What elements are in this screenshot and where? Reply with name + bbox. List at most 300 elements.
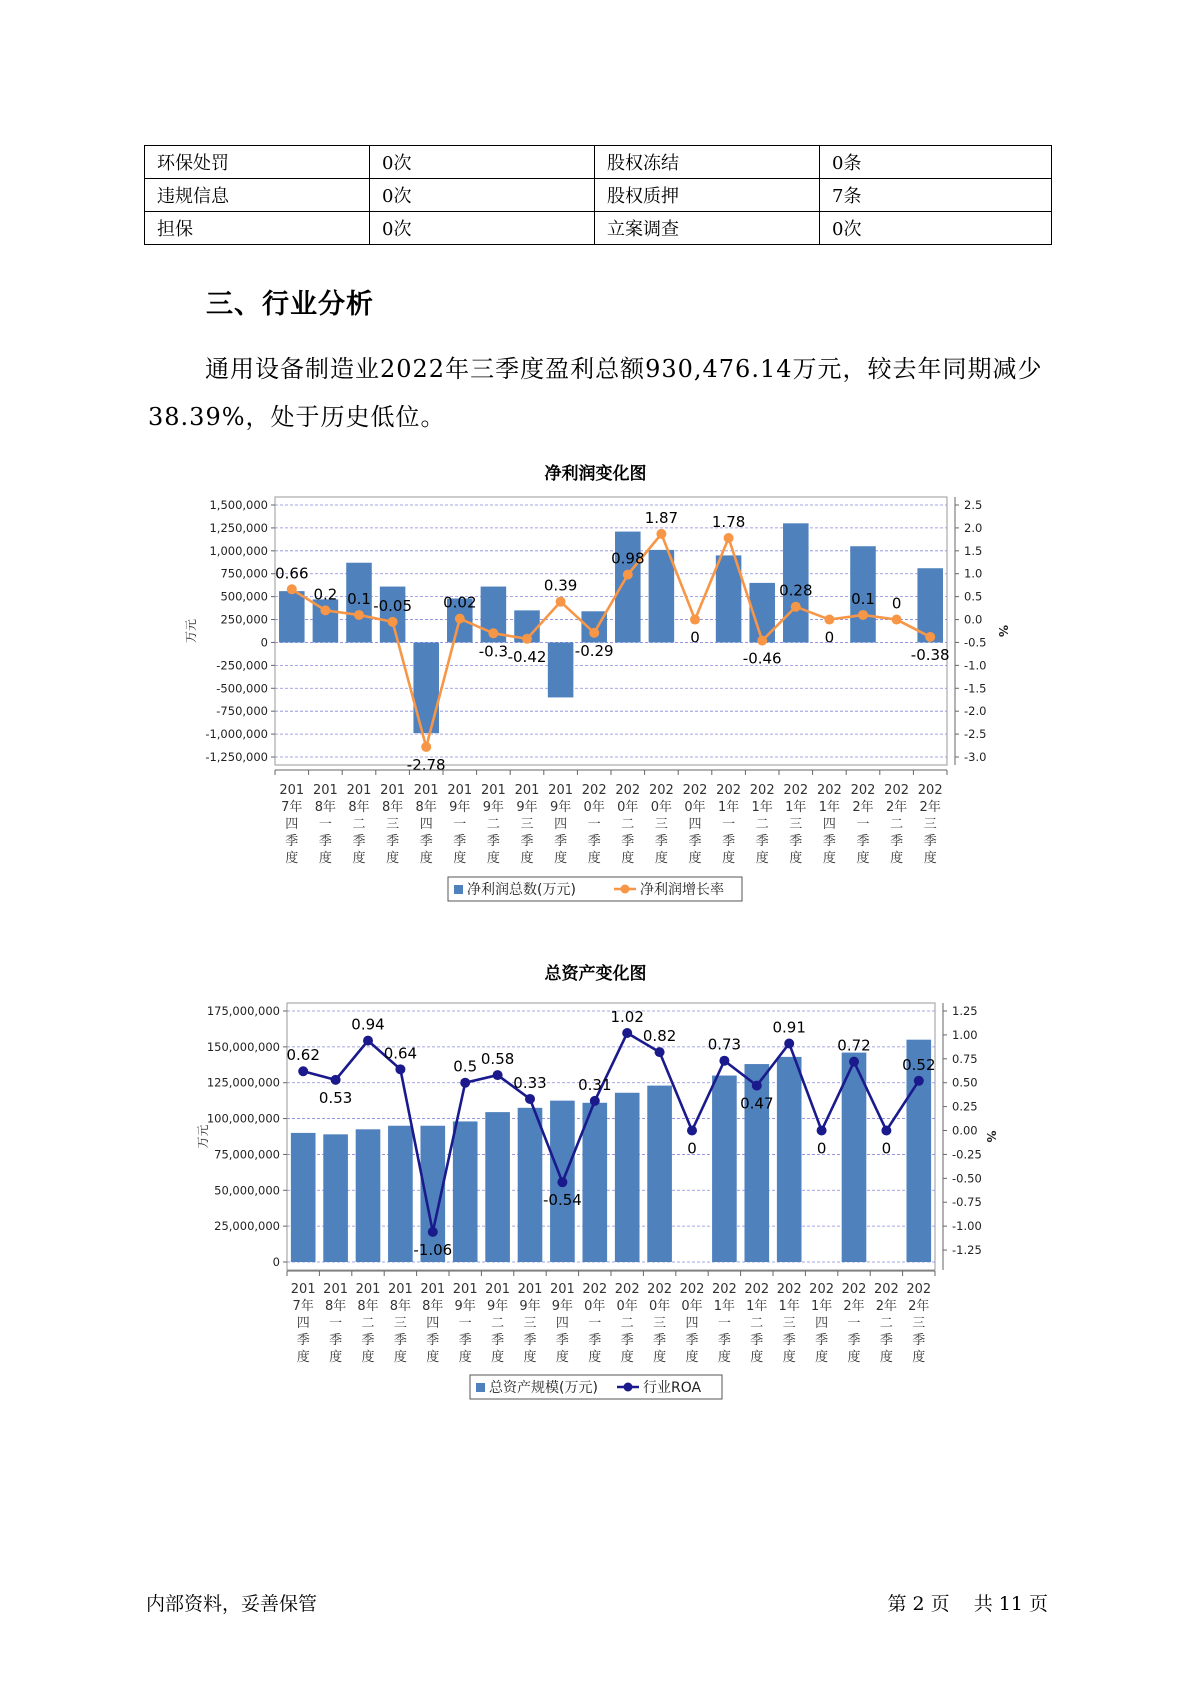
y2-tick-label: -1.25 xyxy=(952,1243,982,1258)
x-tick-label: 202 xyxy=(841,1282,867,1297)
x-tick-label: 度 xyxy=(815,1350,829,1365)
chart-point xyxy=(556,597,566,607)
legend-marker xyxy=(624,1383,633,1392)
table-cell: 立案调查 xyxy=(595,212,820,245)
x-tick-label: 季 xyxy=(352,834,366,849)
x-tick-label: 8年 xyxy=(422,1299,444,1314)
x-tick-label: 201 xyxy=(413,783,439,798)
x-tick-label: 度 xyxy=(782,1350,796,1365)
section-heading: 三、行业分析 xyxy=(206,289,374,320)
chart-bar xyxy=(453,1121,478,1262)
x-tick-label: 度 xyxy=(755,851,769,866)
x-tick-label: 0年 xyxy=(650,800,673,815)
chart-point xyxy=(623,570,633,580)
x-tick-label: 1年 xyxy=(778,1299,800,1314)
legend-marker xyxy=(621,885,630,894)
y-tick-label: -1,250,000 xyxy=(205,750,268,764)
data-label: 0.91 xyxy=(772,1018,806,1037)
x-tick-label: 二 xyxy=(750,1316,764,1331)
y-tick-label: 1,000,000 xyxy=(209,543,268,558)
chart-point xyxy=(724,533,734,543)
x-tick-label: 0年 xyxy=(584,1299,606,1314)
chart-point xyxy=(824,615,834,625)
legend-bar-swatch xyxy=(476,1383,485,1392)
x-tick-label: 四 xyxy=(285,817,299,832)
chart-bar xyxy=(712,1076,737,1262)
total-num: 11 xyxy=(998,1593,1023,1615)
x-tick-label: 季 xyxy=(621,834,635,849)
x-tick-label: 1年 xyxy=(785,800,807,815)
table-cell: 0次 xyxy=(370,179,595,212)
x-tick-label: 201 xyxy=(452,1282,478,1297)
legend-label: 净利润增长率 xyxy=(640,882,724,898)
table-row xyxy=(145,212,1052,245)
chart-point xyxy=(719,1056,729,1066)
total-prefix: 共 xyxy=(973,1593,993,1615)
y2-tick-label: 0.75 xyxy=(952,1051,978,1066)
chart-point xyxy=(421,742,431,752)
data-label: 0.1 xyxy=(851,589,875,608)
table-cell: 股权冻结 xyxy=(595,146,820,179)
table-row xyxy=(145,146,1052,179)
x-tick-label: 度 xyxy=(685,1350,699,1365)
x-tick-label: 7年 xyxy=(281,800,303,815)
chart-bar xyxy=(388,1126,413,1262)
x-tick-label: 三 xyxy=(523,1316,537,1331)
x-tick-label: 季 xyxy=(285,834,299,849)
chart-point xyxy=(757,636,767,646)
x-tick-label: 季 xyxy=(491,1333,505,1348)
x-tick-label: 季 xyxy=(329,1333,343,1348)
table-cell: 担保 xyxy=(145,212,370,245)
x-tick-label: 二 xyxy=(621,817,635,832)
x-tick-label: 1年 xyxy=(818,800,841,815)
y2-tick-label: 0.0 xyxy=(964,612,983,627)
x-tick-label: 三 xyxy=(393,1316,407,1331)
x-tick-label: 季 xyxy=(653,1333,667,1348)
chart-bar xyxy=(485,1112,510,1262)
chart-bar xyxy=(356,1129,381,1262)
chart-point xyxy=(354,610,364,620)
chart-bar xyxy=(518,1108,543,1262)
y2-tick-label: 1.5 xyxy=(964,543,983,558)
chart-point xyxy=(428,1227,438,1237)
chart-point xyxy=(622,1028,632,1038)
x-tick-label: 二 xyxy=(486,817,500,832)
x-tick-label: 2年 xyxy=(852,800,874,815)
x-tick-label: 四 xyxy=(685,1316,699,1331)
y2-tick-label: 2.0 xyxy=(964,520,983,535)
x-tick-label: 度 xyxy=(426,1350,440,1365)
x-tick-label: 一 xyxy=(856,817,870,832)
x-tick-label: 季 xyxy=(361,1333,375,1348)
chart-point xyxy=(690,615,700,625)
chart-point xyxy=(925,632,935,642)
x-tick-label: 度 xyxy=(296,1350,310,1365)
table-cell: 0条 xyxy=(820,146,1052,179)
chart-point xyxy=(320,605,330,615)
chart-bar xyxy=(615,1093,640,1262)
x-tick-label: 四 xyxy=(419,817,433,832)
x-tick-label: 季 xyxy=(685,1333,699,1348)
x-tick-label: 2年 xyxy=(875,1299,898,1314)
chart-point xyxy=(655,1047,665,1057)
data-label: 0.5 xyxy=(453,1057,478,1076)
x-tick-label: 度 xyxy=(890,851,904,866)
x-tick-label: 季 xyxy=(318,834,332,849)
x-tick-label: 2年 xyxy=(885,800,908,815)
y-tick-label: 1,250,000 xyxy=(209,520,268,535)
table-cell: 违规信息 xyxy=(145,179,370,212)
y2-tick-label: 0.25 xyxy=(952,1099,978,1114)
x-tick-label: 202 xyxy=(850,783,876,798)
x-tick-label: 202 xyxy=(716,783,742,798)
chart-bar xyxy=(649,550,675,643)
x-tick-label: 四 xyxy=(555,1316,569,1331)
x-tick-label: 度 xyxy=(722,851,736,866)
x-tick-label: 季 xyxy=(453,834,467,849)
x-tick-label: 201 xyxy=(323,1282,349,1297)
x-tick-label: 202 xyxy=(809,1282,835,1297)
x-tick-label: 度 xyxy=(654,851,668,866)
x-tick-label: 8年 xyxy=(324,1299,347,1314)
x-tick-label: 二 xyxy=(491,1316,505,1331)
x-tick-label: 四 xyxy=(554,817,568,832)
x-tick-label: 季 xyxy=(688,834,702,849)
x-tick-label: 度 xyxy=(554,851,568,866)
x-tick-label: 201 xyxy=(312,783,338,798)
chart-point xyxy=(590,1096,600,1106)
x-tick-label: 201 xyxy=(485,1282,511,1297)
x-tick-label: 202 xyxy=(776,1282,802,1297)
data-label: 0.53 xyxy=(318,1088,353,1107)
data-label: 0 xyxy=(687,1139,697,1158)
x-tick-label: 201 xyxy=(387,1282,413,1297)
chart-point xyxy=(881,1126,891,1136)
x-tick-label: 季 xyxy=(296,1333,310,1348)
x-tick-label: 季 xyxy=(890,834,904,849)
table-cell: 股权质押 xyxy=(595,179,820,212)
x-tick-label: 季 xyxy=(555,1333,569,1348)
y2-tick-label: -0.25 xyxy=(952,1147,982,1162)
y2-tick-label: -2.5 xyxy=(964,727,987,742)
x-tick-label: 8年 xyxy=(381,800,404,815)
x-tick-label: 8年 xyxy=(348,800,370,815)
x-tick-label: 一 xyxy=(453,817,467,832)
data-label: 1.02 xyxy=(610,1007,644,1026)
chart-point xyxy=(914,1076,924,1086)
chart-bar xyxy=(647,1086,672,1262)
legend-label: 净利润总数(万元) xyxy=(467,882,576,898)
x-tick-label: 四 xyxy=(296,1316,310,1331)
x-tick-label: 度 xyxy=(587,851,601,866)
x-tick-label: 201 xyxy=(290,1282,316,1297)
chart-point xyxy=(687,1126,697,1136)
x-tick-label: 度 xyxy=(621,851,635,866)
data-label: 0.98 xyxy=(611,549,645,568)
x-tick-label: 一 xyxy=(847,1316,861,1331)
x-tick-label: 0年 xyxy=(648,1299,671,1314)
x-tick-label: 度 xyxy=(717,1350,731,1365)
x-tick-label: 202 xyxy=(917,783,943,798)
data-label: 0.94 xyxy=(351,1015,385,1034)
y-tick-label: 750,000 xyxy=(220,566,268,581)
x-tick-label: 度 xyxy=(620,1350,634,1365)
chart-bar xyxy=(279,591,305,642)
x-tick-label: 201 xyxy=(420,1282,446,1297)
x-tick-label: 0年 xyxy=(583,800,605,815)
x-tick-label: 二 xyxy=(890,817,904,832)
x-tick-label: 一 xyxy=(458,1316,472,1331)
x-tick-label: 202 xyxy=(884,783,910,798)
y-tick-label: 0 xyxy=(272,1255,280,1269)
x-tick-label: 202 xyxy=(873,1282,899,1297)
y2-tick-label: -1.00 xyxy=(952,1219,982,1234)
x-tick-label: 2年 xyxy=(843,1299,865,1314)
x-tick-label: 度 xyxy=(393,1350,407,1365)
x-tick-label: 度 xyxy=(491,1350,505,1365)
y-tick-label: 1,500,000 xyxy=(209,498,268,512)
data-label: -0.38 xyxy=(910,645,950,664)
x-tick-label: 季 xyxy=(822,834,836,849)
x-tick-label: 度 xyxy=(361,1350,375,1365)
chart-point xyxy=(817,1126,827,1136)
x-tick-label: 三 xyxy=(386,817,400,832)
x-tick-label: 二 xyxy=(755,817,769,832)
x-tick-label: 度 xyxy=(352,851,366,866)
chart-point xyxy=(460,1078,470,1088)
x-tick-label: 202 xyxy=(783,783,809,798)
x-tick-label: 季 xyxy=(419,834,433,849)
chart-point xyxy=(892,615,902,625)
y-axis-title: 万元 xyxy=(184,618,198,644)
chart-bar xyxy=(582,1103,607,1262)
chart-point xyxy=(298,1066,308,1076)
data-label: 0.28 xyxy=(779,581,813,600)
x-tick-label: 201 xyxy=(480,783,506,798)
x-tick-label: 度 xyxy=(520,851,534,866)
x-tick-label: 季 xyxy=(520,834,534,849)
y2-tick-label: -3.0 xyxy=(964,750,987,764)
chart-bar xyxy=(615,532,641,643)
chart-point xyxy=(395,1064,405,1074)
data-label: 0.62 xyxy=(286,1046,320,1065)
x-tick-label: 季 xyxy=(717,1333,731,1348)
chart-point xyxy=(331,1075,341,1085)
table-cell: 7条 xyxy=(820,179,1052,212)
data-label: 1.78 xyxy=(711,512,746,531)
y-tick-label: 175,000,000 xyxy=(206,1004,280,1018)
x-tick-label: 季 xyxy=(755,834,769,849)
x-tick-label: 三 xyxy=(789,817,803,832)
x-tick-label: 202 xyxy=(582,1282,608,1297)
x-tick-label: 三 xyxy=(912,1316,926,1331)
analysis-paragraph: 通用设备制造业2022年三季度盈利总额930,476.14万元，较去年同期减少38.39%，处于历史低位。 xyxy=(148,355,1043,431)
x-tick-label: 201 xyxy=(279,783,305,798)
x-tick-label: 1年 xyxy=(810,1299,833,1314)
x-tick-label: 二 xyxy=(620,1316,634,1331)
x-tick-label: 2年 xyxy=(919,800,941,815)
x-tick-label: 季 xyxy=(486,834,500,849)
x-tick-label: 度 xyxy=(688,851,702,866)
x-tick-label: 202 xyxy=(647,1282,673,1297)
x-tick-label: 二 xyxy=(352,817,366,832)
y-tick-label: 100,000,000 xyxy=(206,1111,280,1126)
x-tick-label: 8年 xyxy=(389,1299,412,1314)
x-tick-label: 季 xyxy=(426,1333,440,1348)
y2-tick-label: 0.50 xyxy=(952,1075,978,1090)
x-tick-label: 7年 xyxy=(292,1299,314,1314)
x-tick-label: 1年 xyxy=(717,800,740,815)
chart-point xyxy=(522,634,532,644)
x-tick-label: 201 xyxy=(548,783,574,798)
x-tick-label: 度 xyxy=(588,1350,602,1365)
x-tick-label: 季 xyxy=(856,834,870,849)
x-tick-label: 度 xyxy=(923,851,937,866)
x-tick-label: 202 xyxy=(615,783,641,798)
x-tick-label: 度 xyxy=(879,1350,893,1365)
x-tick-label: 度 xyxy=(653,1350,667,1365)
x-tick-label: 201 xyxy=(346,783,372,798)
y-tick-label: 150,000,000 xyxy=(206,1039,280,1054)
x-tick-label: 一 xyxy=(329,1316,343,1331)
x-tick-label: 202 xyxy=(816,783,842,798)
data-label: 0 xyxy=(881,1139,892,1158)
chart-point xyxy=(752,1081,762,1091)
x-tick-label: 度 xyxy=(386,851,400,866)
data-label: 0.66 xyxy=(275,564,309,583)
legend-label: 行业ROA xyxy=(643,1380,702,1396)
x-tick-label: 9年 xyxy=(449,800,471,815)
x-tick-label: 度 xyxy=(458,1350,472,1365)
x-tick-label: 202 xyxy=(581,783,607,798)
table-row xyxy=(145,179,1052,212)
y-tick-label: -250,000 xyxy=(216,658,268,673)
data-label: -0.54 xyxy=(542,1191,582,1210)
x-tick-label: 度 xyxy=(847,1350,861,1365)
data-label: -0.05 xyxy=(373,596,413,615)
y-axis-title: 万元 xyxy=(196,1124,210,1149)
x-tick-label: 8年 xyxy=(357,1299,379,1314)
data-label: -0.3 xyxy=(478,642,509,661)
x-tick-label: 1年 xyxy=(751,800,773,815)
x-tick-label: 三 xyxy=(923,817,937,832)
chart-bar xyxy=(777,1057,802,1262)
data-label: 0 xyxy=(690,628,700,647)
x-tick-label: 季 xyxy=(879,1333,893,1348)
data-label: 0 xyxy=(891,594,902,613)
chart-bar xyxy=(291,1133,316,1262)
chart-point xyxy=(784,1039,794,1049)
x-tick-label: 度 xyxy=(329,1350,343,1365)
x-tick-label: 二 xyxy=(361,1316,375,1331)
y2-tick-label: 2.5 xyxy=(964,498,983,512)
chart-point xyxy=(589,628,599,638)
y-tick-label: 75,000,000 xyxy=(214,1147,280,1162)
x-tick-label: 三 xyxy=(782,1316,796,1331)
chart-canvas xyxy=(0,455,1191,915)
x-tick-label: 2年 xyxy=(908,1299,930,1314)
x-tick-label: 度 xyxy=(523,1350,537,1365)
y2-tick-label: 1.00 xyxy=(952,1027,978,1042)
x-tick-label: 季 xyxy=(789,834,803,849)
chart-point xyxy=(858,610,868,620)
x-tick-label: 0年 xyxy=(617,800,639,815)
data-label: 0.31 xyxy=(578,1075,612,1094)
table-cell: 0次 xyxy=(370,212,595,245)
x-tick-label: 季 xyxy=(782,1333,796,1348)
data-label: -0.46 xyxy=(742,649,782,668)
data-label: 0.47 xyxy=(740,1094,774,1113)
x-tick-label: 9年 xyxy=(551,1299,574,1314)
x-tick-label: 201 xyxy=(549,1282,575,1297)
risk-table-body xyxy=(145,146,1052,245)
y2-tick-label: 0.00 xyxy=(952,1123,978,1138)
chart-point xyxy=(455,614,465,624)
page-num: 2 xyxy=(912,1593,925,1615)
x-tick-label: 四 xyxy=(815,1316,829,1331)
x-tick-label: 季 xyxy=(588,1333,602,1348)
x-tick-label: 度 xyxy=(555,1350,569,1365)
risk-table xyxy=(144,145,1052,245)
y2-tick-label: -2.0 xyxy=(964,704,987,719)
chart-point xyxy=(363,1036,373,1046)
x-tick-label: 季 xyxy=(393,1333,407,1348)
chart-point xyxy=(791,602,801,612)
chart-canvas xyxy=(0,955,1191,1415)
x-tick-label: 季 xyxy=(847,1333,861,1348)
data-label: 0 xyxy=(824,628,835,647)
x-tick-label: 度 xyxy=(285,851,299,866)
table-cell: 环保处罚 xyxy=(145,146,370,179)
y2-tick-label: -0.75 xyxy=(952,1195,982,1210)
x-tick-label: 9年 xyxy=(519,1299,541,1314)
y-tick-label: -750,000 xyxy=(216,704,268,719)
x-tick-label: 度 xyxy=(486,851,500,866)
legend-bar-swatch xyxy=(454,885,463,894)
x-tick-label: 202 xyxy=(614,1282,640,1297)
data-label: 0.1 xyxy=(347,589,371,608)
x-tick-label: 202 xyxy=(906,1282,932,1297)
data-label: 0.58 xyxy=(480,1050,515,1069)
x-tick-label: 201 xyxy=(517,1282,543,1297)
x-tick-label: 度 xyxy=(419,851,433,866)
footer-confidential: 内部资料，妥善保管 xyxy=(146,1593,318,1615)
x-tick-label: 季 xyxy=(912,1333,926,1348)
x-tick-label: 0年 xyxy=(684,800,706,815)
chart-point xyxy=(849,1057,859,1067)
net-profit-chart xyxy=(0,455,1191,915)
x-tick-label: 201 xyxy=(514,783,540,798)
chart-bar xyxy=(548,642,574,697)
chart-title: 净利润变化图 xyxy=(544,464,647,484)
y2-axis-title: % xyxy=(996,624,1010,638)
x-tick-label: 9年 xyxy=(486,1299,509,1314)
y2-tick-label: -1.0 xyxy=(964,658,987,673)
x-tick-label: 一 xyxy=(587,817,601,832)
data-label: 0.52 xyxy=(902,1055,936,1074)
x-tick-label: 202 xyxy=(749,783,775,798)
table-cell: 0次 xyxy=(820,212,1052,245)
x-tick-label: 一 xyxy=(318,817,332,832)
chart-point xyxy=(493,1070,503,1080)
data-label: 0.33 xyxy=(513,1073,547,1092)
x-tick-label: 度 xyxy=(856,851,870,866)
x-tick-label: 9年 xyxy=(482,800,505,815)
x-tick-label: 季 xyxy=(554,834,568,849)
y-tick-label: 50,000,000 xyxy=(214,1183,280,1198)
y-tick-label: 0 xyxy=(260,635,268,650)
